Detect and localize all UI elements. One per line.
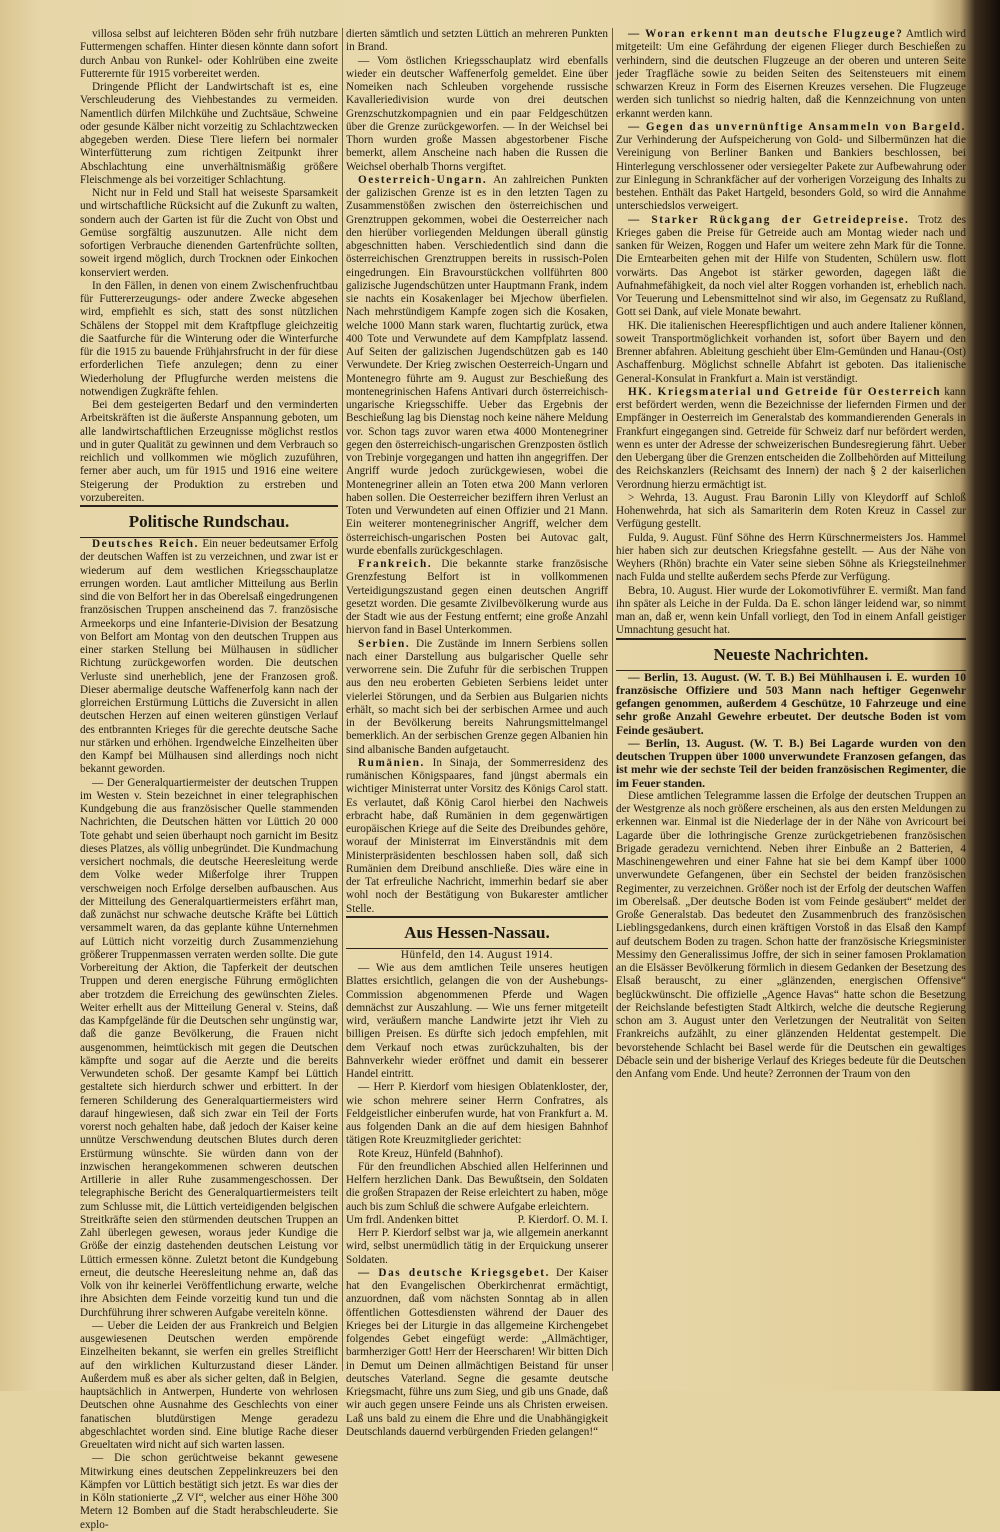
article-paragraph <box>616 386 966 492</box>
paragraph-text: — Die schon gerüchtweise bekannt gewesene Mitwirkung eines deutschen Zeppelinkreuzers bei den Kämpfen vor Lüttich bestätigt sich jetzt. Es war dies der in Köln stationierte „Z VI“, welcher aus einer Höhe 300 Metern 12 Bomben auf die Stadt herabschleuderte. Sie explo- <box>80 1452 338 1531</box>
article-paragraph <box>616 214 966 320</box>
paragraph-lead: Oesterreich-Ungarn. <box>358 173 488 186</box>
article-paragraph <box>616 28 966 121</box>
paragraph-lead: HK. Kriegsmaterial und Getreide für Oesterreich <box>628 385 942 398</box>
article-paragraph <box>616 121 966 214</box>
article-paragraph <box>346 55 608 174</box>
article-paragraph <box>346 1081 608 1147</box>
paragraph-text: Die bekannte starke französische Grenzfestung Belfort ist in vollkommenen Verteidigungszustand gegen einen deutschen Angriff gesetzt worden. Die gesamte Zivilbevölkerung wurde aus der Stadt wie aus der Festung entfernt; eine große Anzahl hiervon fand in Basel Unterkommen. <box>346 558 608 637</box>
article-paragraph <box>346 1227 608 1267</box>
paragraph-text: — Vom östlichen Kriegsschauplatz wird ebenfalls wieder ein deutscher Waffenerfolg gemeldet. Eine über Nomeiken nach Schleuben vorgehende russische Kavalleriedivision wurde von drei deutschen Grenzschutzkompagnien und ein paar Feldgeschützen über die Grenze zurückgeworfen. — In der Weichsel bei Thorn wurden große Massen abgestorbener Fische bemerkt, allem Anscheine nach haben die Russen die Weichsel oberhalb Thorns vergiftet. <box>346 54 608 173</box>
paragraph-text: > Wehrda, 13. August. Frau Baronin Lilly von Kleydorff auf Schloß Hohenwehrda, hat sich als Samariterin dem Roten Kreuz in Cassel zur Verfügung gestellt. <box>616 491 966 531</box>
paragraph-text: Trotz des Krieges gaben die Preise für Getreide auch am Montag wieder nach und sanken für Weizen, Roggen und Hafer um weitere zehn Mark für die Tonne. Die Erntearbeiten gehen mit der Hilfe von Studenten, Schülern usw. flott vorwärts. Das Angebot ist stärker geworden, dagegen läßt die Aufnahmefähigkeit, da noch viel alter Roggen vorhanden ist, erheblich nach. Vor Teuerung und Lebensmittelnot sind wir also, im Gegensatz zu Rußland, Gott sei Dank, auf viele Monate bewahrt. <box>616 213 967 319</box>
article-paragraph <box>80 1452 338 1532</box>
column-divider <box>342 28 343 1371</box>
paragraph-text: Nicht nur in Feld und Stall hat weiseste Sparsamkeit und wirtschaftliche Rücksicht auf die Zukunft zu walten, sondern auch der Garten ist für die Zucht von Obst und Gemüse sorgfältig auszunutzen. Alle nicht dem sofortigen Verbrauche dienenden Gartenfrüchte sollten, soweit irgend möglich, durch Trocknen oder Einkochen konserviert werden. <box>80 187 338 279</box>
article-paragraph <box>80 187 338 280</box>
paragraph-lead: Frankreich. <box>358 558 433 570</box>
article-paragraph <box>346 962 608 1081</box>
paragraph-text: Dringende Pflicht der Landwirtschaft ist es, eine Verschleuderung des Viehbestandes zu vermeiden. Namentlich dürfen Milchkühe und Zuchtsäue, Schweine oder gesunde Kälber nicht vorzeitig zu Schlachtzwecken abgegeben werden. Diese Tiere liefern bei normaler Winterfütterung zum richtigen Zeitpunkt ihrer Abschlachtung eine unverhältnismäßig größere Fleischmenge als bei vorzeitiger Schlachtung. <box>80 81 338 186</box>
article-paragraph <box>616 492 966 532</box>
article-paragraph <box>346 558 608 638</box>
article-paragraph <box>616 532 966 585</box>
paragraph-lead: — Gegen das unvernünftige Ansammeln von Bargeld. <box>628 120 966 133</box>
paragraph-lead: — Das deutsche Kriegsgebet. <box>358 1266 551 1279</box>
paragraph-text: — Wie aus dem amtlichen Teile unseres heutigen Blattes ersichtlich, gelangen die von der Aushebungs-Commission abgenommenen Pferde und Wagen demnächst zur Auszahlung. — Wie uns ferner mitgeteilt wird, veräußern manche Landwirte jetzt ihr Vieh zu billigen Preisen. Es dürfte sich jedoch empfehlen, mit dem Verkauf noch etwas zurückzuhalten, bis der Bahnverkehr wieder eröffnet und damit ein besserer Handel eintritt. <box>346 962 608 1080</box>
paragraph-lead: — Woran erkennt man deutsche Flugzeuge? <box>628 28 904 40</box>
paragraph-lead: Serbien. <box>358 637 411 650</box>
article-paragraph <box>80 280 338 399</box>
paragraph-text: Amtlich wird mitgeteilt: Um eine Gefährdung der eigenen Flieger durch Beschießen zu verhindern, sind die deutschen Flugzeuge an der oberen und unteren Seite jeder Tragfläche sowie zu beiden Seiten des Seitensteuers mit einem schwarzen Kreuz in Form des Eisernen Kreuzes versehen. Die Flugzeuge werden sich tunlichst so niedrig halten, daß die Kennzeichnung von unten erkannt werden kann. <box>616 28 966 120</box>
paragraph-text: Bei dem gesteigerten Bedarf und den verminderten Arbeitskräften ist die äußerste Anspannung geboten, um alle landwirtschaftlichen Erzeugnisse möglichst restlos und in guter Qualität zu gewinnen und dem Verbrauch so reichlich und vollkommen wie möglich zuzuführen, ferner aber auch, um für 1915 und 1916 eine weitere Steigerung der Produktion zu erstreben und vorzubereiten. <box>80 399 338 504</box>
paragraph-text: Der Kaiser hat den Evangelischen Oberkirchenrat ermächtigt, anzuordnen, daß vom nächsten Sonntag ab in allen öffentlichen Gottesdiensten während der Dauer des Krieges bei der Liturgie in das allgemeine Kirchengebet folgendes Gebet eingefügt werde: „Allmächtiger, barmherziger Gott! Herr der Heerscharen! Wir bitten Dich in Demut um Deinen allmächtigen Beistand für unser deutsches Vaterland. Segne die gesamte deutsche Kriegsmacht, führe uns zum Sieg, und gib uns Gnade, daß wir auch gegen unsere Feinde uns als Christen erweisen. Laß uns bald zu einem die Ehre und die Unabhängigkeit Deutschlands dauernd verbürgenden Frieden gelangen!“ <box>346 1266 609 1438</box>
article-paragraph <box>80 1320 338 1453</box>
column-divider <box>612 28 613 1371</box>
paragraph-text: dierten sämtlich und setzten Lüttich an mehreren Punkten in Brand. <box>346 28 608 54</box>
paragraph-text: — Der Generalquartiermeister der deutschen Truppen im Westen v. Stein bezeichnet in einer telegraphischen Kundgebung die aus französischer Quelle stammenden Nachrichten, die Deutschen hätten vor Lüttich 20 000 Tote gehabt und seien überhaupt noch garnicht im Besitz dieses Platzes, als völlig unbegründet. Die Kundmachung versichert nochmals, die deutsche Heeresleitung werde dem Volke weder Mißerfolge ihrer Truppen verschweigen noch Erfolge derselben aufbauschen. Aus der Mitteilung des Generalquartiermeisters erfährt man, daß zunächst nur schwache deutsche Kräfte bei Lüttich versammelt waren, da das geplante kühne Unternehmen auf Lüttich nicht vorzeitig durch Zusammenziehung größerer Truppenmassen verraten werden sollte. Die gute Vorbereitung der Aktion, die Tapferkeit der deutschen Truppen und deren energische Führung ermöglichten aber trotzdem die Erreichung des gewünschten Zieles. Weiter erhellt aus der Mitteilung General v. Steins, daß das Kampfgelände für die Deutschen sehr ungünstig war, daß die ganze Bevölkerung, die Frauen nicht ausgenommen, heimtückisch mit gegen die Deutschen kämpfte und sogar auf die Aerzte und die bereits Verwundeten schoß. Der gesamte Kampf bei Lüttich gestaltete sich hierdurch schwer und erbittert. In der ferneren Schilderung des Generalquartiermeisters wird darauf hingewiesen, daß sich zwar ein Teil der Forts vorerst noch gehalten habe, daß jedoch der Kaiser keine unnütze Verschwendung deutschen Blutes durch deren Erstürmung wünschte. Sie würden dann von der inzwischen herangekommenen schweren deutschen Artillerie in aller Ruhe zusammengeschossen. Der telegraphische Bericht des Generalquartiermeisters teilt zum Schlusse mit, die Lüttich verteidigenden belgischen Streitkräfte seien den stürmenden deutschen Truppen an Zahl überlegen gewesen, woraus jeder Kundige die Größe der einzig dastehenden deutschen Leistung vor Lüttich ermessen könne. Zuletzt betont die Kundgebung erneut, die deutsche Heeresleitung nehme an, daß das Volk von ihr keinerlei Veröffentlichung erwarte, welche ihre Absichten dem Feinde vorzeitig kund tun und die Durchführung ihrer schweren Aufgabe vereiteln könne. <box>80 776 338 1319</box>
paragraph-text: Fulda, 9. August. Fünf Söhne des Herrn Kürschnermeisters Jos. Hammel hier haben sich zur deutschen Kriegsfahne gestellt. — Aus der Nähe von Weyhers (Rhön) brachte ein Vater seine sieben Söhne als Kriegsteilnehmer nach Fulda und stellte außerdem sechs Pferde zur Verfügung. <box>616 531 966 584</box>
paragraph-text: — Ueber die Leiden der aus Frankreich und Belgien ausgewiesenen Deutschen werden empörende Einzelheiten bekannt, sie werfen ein grelles Streiflicht auf den wirklichen Kulturzustand dieser Länder. Außerdem muß es aber als sicher gelten, daß in Belgien, hauptsächlich in Antwerpen, Hunderte von wehrlosen Deutschen ohne Ausnahme des Geschlechts von einer fanatischen blutdürstigen Menge geradezu abgeschlachtet worden sind. Eine blutige Rache dieser Greueltaten wird nicht auf sich warten lassen. <box>80 1319 338 1451</box>
paragraph-text: In Sinaja, der Sommerresidenz des rumänischen Königspaares, fand jüngst abermals ein wichtiger Ministerrat unter Vorsitz des Königs Carol statt. Es verlautet, daß König Carol hierbei den Nachweis erbracht habe, daß Rumänien in dem gegenwärtigen europäischen Kriege auf die Seite des Dreibundes gehöre, worauf der Ministerrat im Einverständnis mit dem Ministerpräsidenten beschlossen haben soll, daß sich Rumänien dem Dreibund anschließe. Dies wäre eine in der Tat erfreuliche Nachricht, immerhin bedarf sie aber wohl noch der Bestätigung von Bukarester amtlicher Stelle. <box>346 756 608 915</box>
article-paragraph <box>616 585 966 638</box>
article-paragraph <box>346 28 608 55</box>
article-paragraph <box>346 1161 608 1214</box>
paragraph-lead: Rumänien. <box>358 756 425 769</box>
paragraph-text: Diese amtlichen Telegramme lassen die Erfolge der deutschen Truppen an der Westgrenze als noch größere erscheinen, als aus den ersten Meldungen zu erkennen war. Einmal ist die Niederlage der in der Nähe von Avricourt bei Lagarde über die lothringische Grenze zurückgetriebenen französischen Brigade geradezu vernichtend. Neben ihrer Einbuße an 2 Batterien, 4 Maschinengewehren und einer Fahne hat sie bei dem Kampf über 1000 unverwundete Gefangenen, über ein Sechstel der beiden französischen Regimenter, zu verzeichnen. Größer noch ist der Erfolg der deutschen Waffen im Oberelsaß. „Der deutsche Boden ist vom Feinde gesäubert“ meldet der Große Generalstab. Das bedeutet den Zusammenbruch des französischen Lieblingsgedankens, durch einen kräftigen Vorstoß in das Elsaß den Kampf auf deutschem Boden zu tragen. Schon hatte der französische Kriegsminister Messimy den Generalissimus Joffre, der sich in seiner famosen Proklamation an die Elsässer Bevölkerung förmlich in diesem Gedanken der Besetzung des Elsaß berauscht, zu einer „glänzenden, energischen Offensive“ beglückwünscht. Die offizielle „Agence Havas“ hatte schon die Besetzung der Reichslande befestigten Stadt Altkirch, welche die deutsche Regierung schon am 3. August unter den Verletzungen der Neutralität von Seiten Frankreichs aufzählt, zu einer glänzenden Heldentat gestempelt. Die bevorstehende Schlacht bei Basel werde für die Deutschen ein gewaltiges Débacle sein und der bisherige Verlauf des Krieges bedeute für die Deutschen den Anfang vom Ende. Und heute? Zerronnen der Traum von den <box>616 789 966 1080</box>
article-paragraph <box>80 399 338 505</box>
article-paragraph <box>616 320 966 386</box>
paragraph-text: Rote Kreuz, Hünfeld (Bahnhof). <box>358 1147 504 1160</box>
paragraph-text: An zahlreichen Punkten der galizischen Grenze ist es in den letzten Tagen zu Zusammenstößen zwischen den österreichischen und Grenztruppen gekommen, wobei die Oesterreicher nach den hierüber vorliegenden Meldungen überall günstig abgeschnitten haben. Verschiedentlich sind dann die österreichischen Grenztruppen bereits in russisch-Polen eingedrungen. Ein Bravourstückchen vollführten 800 galizische Jugendschützen unter Hauptmann Frank, indem sie nachts ein Kosakenlager bei Mjechow überfielen. Nach mehrstündigem Kampfe zogen sich die Kosaken, welche 1000 Mann stark waren, fluchtartig zurück, etwa 400 Tote und Verwundete auf dem Kampfplatz lassend. Auf Seiten der galizischen Jugendschützen gab es 140 Verwundete. Der Krieg zwischen Oesterreich-Ungarn und Montenegro führte am 9. August zur Beschießung des montenegrinischen Hafens Antivari durch österreichisch-ungarische Kriegsschiffe. Ueber das Ergebnis der Beschießung lag bis Dienstag noch keine nähere Meldung vor. Schon tags zuvor waren etwa 4000 Montenegriner gegen den österreichisch-ungarischen Grenzposten östlich von Trebinje vorgegangen und hatten ihn angegriffen. Der Angriff wurde jedoch zurückgewiesen, wobei die Montenegriner allein an Toten etwa 200 Mann verloren haben sollen. Die Oesterreicher beziffern ihren Verlust an Toten und Verwundeten auf einen Offizier und 21 Mann. Ein weiterer montenegrinischer Angriff, welcher dem österreichisch-ungarischen Posten bei Autovac galt, wurde ebenfalls zurückgeschlagen. <box>346 173 608 557</box>
signature-greeting: Um frdl. Andenken bittet <box>346 1213 459 1226</box>
news-telegram: — Berlin, 13. August. (W. T. B.) Bei Lagarde wurden von den deutschen Truppen über 1000 unverwundete Franzosen gefangen, das ist mehr wie der sechste Teil der beiden französischen Regimenter, die im Feuer standen. <box>616 736 966 790</box>
paragraph-text: In den Fällen, in denen von einem Zwischenfruchtbau für Futtererzeugungs- oder andere Zwecke abgesehen wird, empfiehlt es sich, statt des sonst nützlichen Schälens der Stoppel mit dem Kraftpfluge gleichzeitig die Saatfurche für die Winterung oder die Winterfurche für die 1915 zu bauende Frühjahrsfrucht in der für diese erforderlichen Tiefe anzulegen; denn zu einer Wiederholung der Pflugfurche werden meistens die notwendigen Zugkräfte fehlen. <box>80 279 338 398</box>
article-paragraph <box>346 1148 608 1161</box>
paragraph-text: — Herr P. Kierdorf vom hiesigen Oblatenkloster, der, wie schon mehrere seiner Herrn Confratres, als Feldgeistlicher einberufen wurde, hat von Frankfurt a. M. aus folgenden Dank an die auf dem hiesigen Bahnhof tätigen Rote Kreuzmitglieder gerichtet: <box>346 1081 608 1147</box>
section-heading: Neueste Nachrichten. <box>616 638 966 671</box>
article-paragraph <box>80 28 338 81</box>
signature-line <box>346 1214 608 1227</box>
article-paragraph <box>80 777 338 1320</box>
column-3 <box>616 28 966 1081</box>
section-heading: Politische Rundschau. <box>80 505 338 538</box>
article-paragraph <box>346 174 608 558</box>
paragraph-text: Zur Verhinderung der Aufspeicherung von Gold- und Silbermünzen hat die Vereinigung von Berliner Banken und Bankiers beschlossen, bei Hinterlegung verschlossener oder versiegelter Pakete zur Aufbewahrung oder zur Einlegung in Schrankfächer auf der vorherigen Vorzeigung des Inhalts zu bestehen. Enthält das Paket Hartgeld, besonders Gold, so wird die Annahme unterschiedslos verweigert. <box>616 134 966 213</box>
paragraph-lead: — Starker Rückgang der Getreidepreise. <box>628 213 910 226</box>
article-paragraph <box>346 638 608 757</box>
paragraph-text: HK. Die italienischen Heerespflichtigen und auch andere Italiener können, soweit Transportmöglichkeit vorhanden ist, sofort über Bayern und den Brenner abfahren. Ableitung geschieht über Elm-Gemünden und Hanau-(Ost) Aschaffenburg. Möglichst schnelle Abfahrt ist geboten. Das italienische General-Konsulat in Frankfurt a. Main ist verständigt. <box>616 319 966 385</box>
column-2 <box>346 28 608 1439</box>
dateline: Hünfeld, den 14. August 1914. <box>400 948 554 961</box>
article-paragraph <box>346 757 608 916</box>
column-1 <box>80 28 338 1532</box>
article-paragraph <box>80 538 338 777</box>
paragraph-text: Herr P. Kierdorf selbst war ja, wie allgemein anerkannt wird, selbst unermüdlich tätig in der Erquickung unserer Soldaten. <box>346 1227 608 1266</box>
signature-name: P. Kierdorf. O. M. I. <box>517 1213 608 1226</box>
news-telegram: — Berlin, 13. August. (W. T. B.) Bei Mühlhausen i. E. wurden 10 französische Offiziere und 503 Mann nach heftiger Gegenwehr gefangen genommen, außerdem 4 Geschütze, 10 Fahrzeuge und eine sehr große Anzahl Gewehre erbeutet. Der deutsche Boden ist vom Feinde gesäubert. <box>616 670 966 737</box>
paragraph-text: Die Zustände im Innern Serbiens sollen nach einer Darstellung aus bulgarischer Quelle sehr verworrene sein. Die Zufuhr für die serbischen Truppen aus den neu eroberten Gebieten Serbiens leidet unter vielerlei Störungen, und da Serbien aus Bulgarien nichts erhält, so macht sich bei der serbischen Armee und auch in der Bevölkerung bereits Nahrungsmittelmangel bemerklich. An der serbischen Grenze gegen Albanien hin sind albanische Banden aufgetaucht. <box>346 637 608 756</box>
paragraph-text: Ein neuer bedeutsamer Erfolg der deutschen Waffen ist zu verzeichnen, und zwar ist er wiederum auf dem westlichen Kriegsschauplatze errungen worden. Laut amtlicher Mitteilung aus Berlin sind die von Belfort her in das Oberelsaß eingedrungenen französischen Truppen anscheinend das 7. französische Armeekorps und eine Infanterie-Division der Besatzung von Belfort am Montag von den deutschen Truppen aus einer starken Stellung bei Mülhausen in südlicher Richtung zurückgeworfen worden. Die deutschen Verluste sind unerheblich, jene der Franzosen groß. Dieser abermalige deutsche Waffenerfolg kann nach der glorreichen Erstürmung Lüttichs die Zuversicht in allen deutschen Herzen auf einen weiteren günstigen Verlauf des entbrannten Krieges für die gerechte deutsche Sache nur stärken und erhöhen. Irgendwelche Einzelheiten über den Kampf bei Mülhausen sind allerdings noch nicht bekannt geworden. <box>80 538 339 776</box>
paragraph-lead: Deutsches Reich. <box>92 538 199 550</box>
paragraph-text: Bebra, 10. August. Hier wurde der Lokomotivführer E. vermißt. Man fand ihn später als Leiche in der Fulda. Da E. schon länger leidend war, so nimmt man an, daß er, wenn kein Unfall vorliegt, den Tod in einem Anfall geistiger Umnachtung gesucht hat. <box>616 584 966 637</box>
section-heading: Aus Hessen-Nassau. <box>346 916 608 949</box>
paragraph-text: kann erst befördert werden, wenn die Bezeichnisse der liefernden Firmen und der Empfänger in Oesterreich im Generalstab des kommandierenden Generals in Frankfurt eingegangen sind. Getreide für Schweiz darf nur befördert werden, wenn es unter der Adresse der schweizerischen Bundesregierung fährt. Ueber den Uebergang über die Grenzen entscheiden die Zollbehörden auf Mitteilung des Reichskanzlers (Reichsamt des Innern) der nach § 2 der kaiserlichen Verordnung hierzu ermächtigt ist. <box>616 385 966 491</box>
article-paragraph <box>616 790 966 1082</box>
article-paragraph <box>80 81 338 187</box>
paragraph-text: villosa selbst auf leichteren Böden sehr früh nutzbare Futtermengen schaffen. Hinter diesen könnte dann sofort durch Anbau von Runkel- oder Kohlrüben eine zweite Futterernte für 1915 vorbereitet werden. <box>80 28 338 80</box>
paragraph-text: Für den freundlichen Abschied allen Helferinnen und Helfern herzlichen Dank. Das Bewußtsein, den Soldaten die großen Strapazen der Reise erleichtert zu haben, möge auch bis zum Schluß die schwere Aufgabe erleichtern. <box>346 1160 608 1213</box>
article-paragraph <box>346 1267 608 1439</box>
